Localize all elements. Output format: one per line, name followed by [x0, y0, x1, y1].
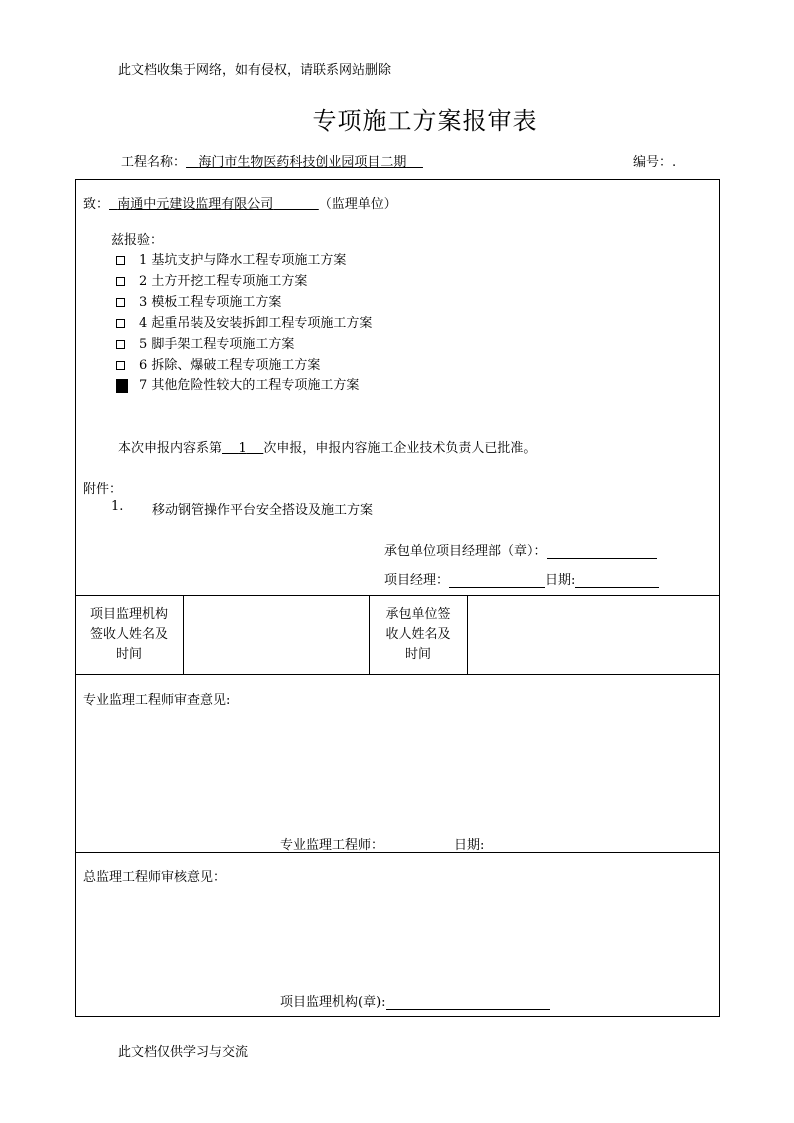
addressee-value: 南通中元建设监理有限公司 — [117, 197, 274, 212]
addressee-label: 致： — [83, 197, 110, 212]
row-divider — [75, 674, 720, 675]
attachment-title: 移动钢管操作平台安全搭设及施工方案 — [152, 503, 374, 518]
attachment-label: 附件： — [83, 482, 123, 497]
org-stamp-field[interactable] — [386, 995, 550, 1010]
engineer-signer-label: 专业监理工程师： — [280, 838, 385, 853]
header-note: 此文档收集于网络，如有侵权，请联系网站删除 — [118, 63, 392, 78]
attachment-index: 1. — [111, 499, 124, 514]
supervision-receipt-label: 项目监理机构 签收人姓名及 时间 — [89, 607, 168, 662]
declaration-prefix: 本次申报内容系第 — [118, 441, 223, 456]
checkbox-icon[interactable] — [116, 277, 125, 286]
checkbox-icon[interactable] — [116, 340, 125, 349]
checklist-item[interactable]: 4 起重吊装及安装拆卸工程专项施工方案 — [116, 312, 372, 331]
checklist-item[interactable]: 2 土方开挖工程专项施工方案 — [116, 270, 307, 289]
chief-review-label: 总监理工程师审核意见： — [83, 870, 227, 885]
engineer-review-field[interactable] — [83, 706, 713, 826]
manager-label: 项目经理： — [384, 573, 450, 588]
engineer-signature-field[interactable] — [384, 838, 454, 853]
engineer-review-label: 专业监理工程师审查意见: — [83, 693, 231, 708]
number-label: 编号： — [633, 155, 673, 170]
submission-count: 1 — [238, 441, 247, 456]
declaration-row — [118, 437, 536, 456]
checklist-item[interactable]: 7 其他危险性较大的工程专项施工方案 — [116, 374, 359, 393]
engineer-signature-row — [280, 834, 540, 853]
project-name-label: 工程名称： — [121, 155, 187, 170]
project-name-row — [121, 151, 423, 170]
checkbox-icon[interactable] — [116, 298, 125, 307]
engineer-date-label: 日期: — [454, 838, 485, 853]
manager-date-label: 日期: — [545, 573, 576, 588]
manager-date-field[interactable] — [575, 573, 659, 588]
checklist-item[interactable]: 3 模板工程专项施工方案 — [116, 291, 281, 310]
org-stamp-label: 项目监理机构(章): — [280, 995, 386, 1010]
chief-review-field[interactable] — [83, 884, 713, 984]
checklist-item[interactable]: 5 脚手架工程专项施工方案 — [116, 333, 294, 352]
supervision-receipt-field[interactable] — [184, 596, 369, 674]
checkbox-icon[interactable] — [116, 256, 125, 265]
manager-row — [384, 569, 659, 588]
contractor-receipt-field[interactable] — [468, 596, 719, 674]
checklist-item[interactable]: 1 基坑支护与降水工程专项施工方案 — [116, 249, 346, 268]
form-title: 专项施工方案报审表 — [312, 107, 538, 135]
contractor-dept-row — [384, 540, 657, 559]
contractor-dept-label: 承包单位项目经理部（章）： — [384, 544, 547, 559]
declaration-suffix: 次申报，申报内容施工企业技术负责人已批准。 — [263, 441, 537, 456]
project-name-value: 海门市生物医药科技创业园项目二期 — [198, 155, 407, 170]
org-stamp-row — [280, 991, 550, 1010]
number-value: . — [672, 155, 677, 170]
checklist-item[interactable]: 6 拆除、爆破工程专项施工方案 — [116, 354, 320, 373]
number-row — [633, 151, 676, 170]
manager-signature-field[interactable] — [449, 573, 545, 588]
footer-note: 此文档仅供学习与交流 — [118, 1045, 249, 1060]
checkbox-checked-icon[interactable] — [116, 379, 128, 393]
checkbox-icon[interactable] — [116, 319, 125, 328]
contractor-receipt-label: 承包单位签 收人姓名及 时间 — [385, 607, 451, 662]
contractor-stamp-field[interactable] — [547, 544, 657, 559]
addressee-row — [83, 193, 397, 212]
engineer-date-field[interactable] — [484, 838, 540, 853]
addressee-suffix: （监理单位） — [318, 197, 397, 212]
checkbox-icon[interactable] — [116, 361, 125, 370]
submit-label: 兹报验： — [111, 233, 164, 248]
